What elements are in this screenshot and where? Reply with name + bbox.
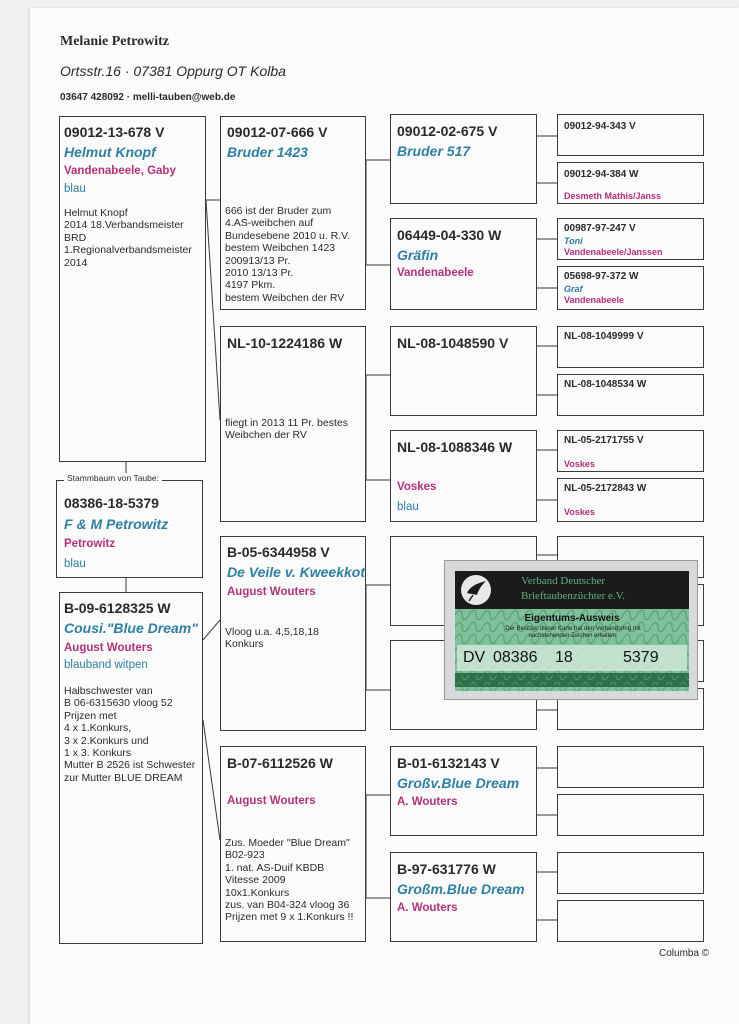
dove-logo-icon	[459, 573, 493, 607]
gen3-name: Großm.Blue Dream	[397, 881, 525, 897]
gen2-ring: B-05-6344958 V	[227, 544, 330, 560]
dam-father-box	[220, 536, 366, 731]
gen3-box	[390, 852, 537, 942]
gen4-name: Toni	[564, 236, 583, 246]
card-number: 08386	[493, 649, 538, 666]
gen4-breeder: Desmeth Mathis/Janss	[564, 191, 662, 201]
card-org-line1: Verband Deutscher	[521, 575, 605, 587]
ownership-card	[444, 560, 698, 700]
gen4-box	[557, 326, 704, 368]
gen4-box	[557, 794, 704, 836]
mother-box	[59, 592, 203, 944]
gen3-name: Gräfin	[397, 247, 439, 263]
gen4-box	[557, 114, 704, 156]
gen4-ring: NL-08-1049999 V	[564, 331, 644, 342]
gen3-breeder: A. Wouters	[397, 902, 458, 914]
card-year: 18	[555, 649, 573, 666]
gen2-ring: 09012-07-666 V	[227, 124, 328, 140]
gen4-box	[557, 900, 704, 942]
owner-contact: 03647 428092 · melli-tauben@web.de	[60, 92, 236, 103]
father-notes: Helmut Knopf 2014 18.Verbandsmeister BRD 1.Regionalverbandsmeister 2014	[64, 207, 192, 269]
father-box	[59, 116, 206, 462]
gen3-box	[390, 746, 537, 836]
gen2-notes: fliegt in 2013 11 Pr. bestes Weibchen der RV	[225, 417, 348, 442]
gen4-breeder: Voskes	[564, 507, 595, 517]
gen2-name: Bruder 1423	[227, 144, 308, 160]
card-body	[455, 609, 689, 691]
gen4-ring: NL-08-1048534 W	[564, 379, 647, 390]
subject-box	[56, 480, 203, 578]
gen3-ring: B-97-631776 W	[397, 861, 496, 877]
card-title: Eigentums-Ausweis	[524, 613, 620, 624]
mother-notes: Halbschwester van B 06-6315630 vloog 52 Prijzen met 4 x 1.Konkurs, 3 x 2.Konkurs und 1 x 3. Konkurs Mutter B 2526 ist Schwester zur Mutter BLUE DREAM	[64, 685, 196, 784]
gen2-notes: Zus. Moeder "Blue Dream" B02-923 1. nat. AS-Duif KBDB Vitesse 2009 10x1.Konkurs zus. van B04-324 vloog 36 Prijzen met 9 x 1.Konkurs !!	[225, 837, 354, 924]
gen2-notes: Vloog u.a. 4,5,18,18 Konkurs	[225, 626, 319, 651]
subject-ring: 08386-18-5379	[64, 495, 159, 511]
gen3-ring: 06449-04-330 W	[397, 227, 502, 243]
subject-breeder: Petrowitz	[64, 538, 116, 550]
subject-name: F & M Petrowitz	[64, 516, 169, 532]
sire-father-box	[220, 116, 366, 310]
gen4-box	[557, 478, 704, 522]
card-subtitle: Der Besitzer dieser Karte hat den Verbandsring mit nachstehenden Zeichen erhalten:	[505, 626, 641, 640]
father-color: blau	[64, 183, 86, 195]
subject-color: blau	[64, 558, 86, 570]
gen4-ring: 00987-97-247 V	[564, 223, 636, 234]
gen2-breeder: August Wouters	[227, 586, 316, 598]
mother-breeder: August Wouters	[64, 642, 153, 654]
gen4-box	[557, 162, 704, 204]
gen4-ring: NL-05-2172843 W	[564, 483, 647, 494]
gen3-ring: NL-08-1048590 V	[397, 335, 509, 351]
gen2-ring: NL-10-1224186 W	[227, 335, 343, 351]
gen3-color: blau	[397, 501, 419, 513]
gen4-box	[557, 852, 704, 894]
gen2-ring: B-07-6112526 W	[227, 755, 333, 771]
gen4-ring: 09012-94-343 V	[564, 121, 636, 132]
gen3-box	[390, 114, 537, 204]
gen4-ring: 09012-94-384 W	[564, 169, 639, 180]
sire-mother-box	[220, 326, 366, 522]
gen3-name: Großv.Blue Dream	[397, 775, 520, 791]
gen3-box	[390, 326, 537, 416]
father-ring: 09012-13-678 V	[64, 124, 165, 140]
gen3-ring: 09012-02-675 V	[397, 123, 498, 139]
gen4-ring: NL-05-2171755 V	[564, 435, 644, 446]
owner-name: Melanie Petrowitz	[60, 34, 169, 49]
gen2-notes: 666 ist der Bruder zum 4.AS-weibchen auf Bundesebene 2010 u. R.V. bestem Weibchen 1423 200913/13 Pr. 2010 13/13 Pr. 4197 Pkm. bestem Weibchen der RV	[225, 205, 351, 304]
father-name: Helmut Knopf	[64, 144, 156, 160]
gen4-box	[557, 266, 704, 310]
gen3-box	[390, 218, 537, 310]
gen4-breeder: Vandenabeele/Janssen	[564, 247, 663, 257]
gen4-name: Graf	[564, 284, 583, 294]
gen4-box	[557, 746, 704, 788]
mother-name: Cousi."Blue Dream"	[64, 620, 198, 636]
gen3-ring: B-01-6132143 V	[397, 755, 500, 771]
pedigree-label: Stammbaum von Taube:	[64, 473, 162, 483]
gen3-ring: NL-08-1088346 W	[397, 439, 513, 455]
gen4-ring: 05698-97-372 W	[564, 271, 639, 282]
gen3-breeder: Voskes	[397, 481, 437, 493]
gen3-box	[390, 430, 537, 522]
gen4-box	[557, 218, 704, 260]
gen4-box	[557, 430, 704, 472]
dam-mother-box	[220, 746, 366, 942]
father-breeder: Vandenabeele, Gaby	[64, 165, 176, 177]
card-prefix: DV	[463, 649, 486, 666]
card-serial: 5379	[623, 649, 659, 666]
gen2-name: De Veile v. Kweekkot	[227, 564, 365, 580]
gen3-name: Bruder 517	[397, 143, 471, 159]
owner-address: Ortsstr.16 · 07381 Oppurg OT Kolba	[60, 63, 286, 79]
mother-color: blauband witpen	[64, 659, 148, 671]
gen3-breeder: A. Wouters	[397, 796, 458, 808]
gen4-breeder: Voskes	[564, 459, 595, 469]
copyright: Columba ©	[659, 948, 710, 959]
gen4-box	[557, 374, 704, 416]
card-org-line2: Brieftaubenzüchter e.V.	[521, 590, 625, 602]
mother-ring: B-09-6128325 W	[64, 600, 171, 616]
card-header	[455, 571, 689, 609]
gen2-breeder: August Wouters	[227, 795, 316, 807]
gen3-breeder: Vandenabeele	[397, 267, 474, 279]
gen4-breeder: Vandenabeele	[564, 295, 625, 305]
